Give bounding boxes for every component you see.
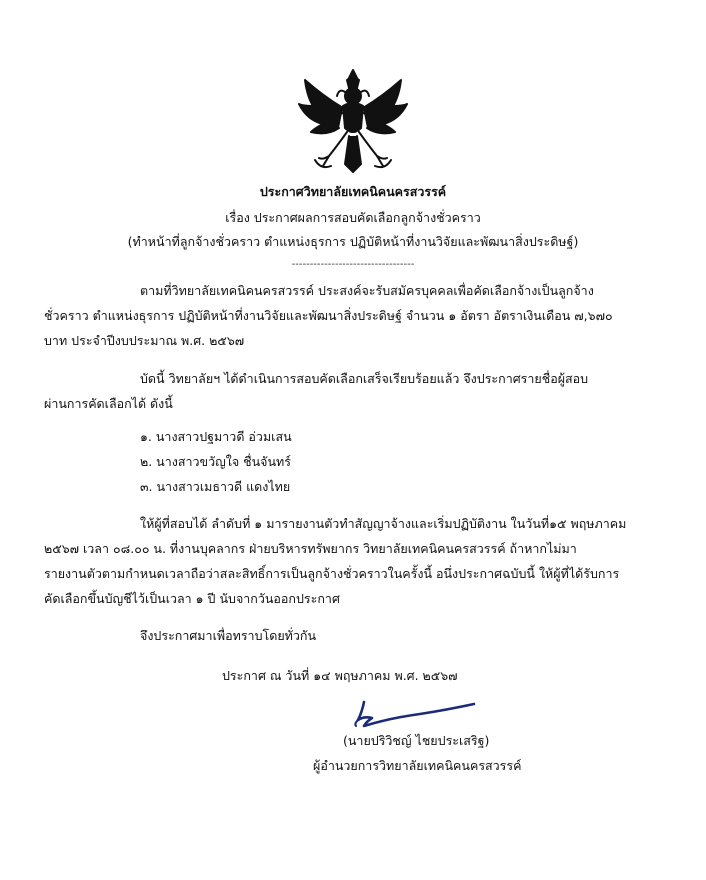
candidate-list-item: ๓. นางสาวเมธาวดี แดงไทย [140, 479, 291, 494]
paragraph-3-line-1: ให้ผู้ที่สอบได้ ลำดับที่ ๑ มารายงานตัวทำสัญญาจ้างและเริ่มปฏิบัติงาน ในวันที่๑๕ พฤษภาคม [140, 516, 627, 531]
paragraph-1-line-3: บาท ประจำปีงบประมาณ พ.ศ. ๒๕๖๗ [44, 333, 245, 348]
paragraph-2-line-2: ผ่านการคัดเลือกได้ ดังนี้ [44, 396, 173, 411]
candidate-list-item: ๒. นางสาวขวัญใจ ชื่นจันทร์ [140, 454, 291, 469]
signer-name: (นายปริวิชญ์ ไชยประเสริฐ) [343, 733, 490, 748]
announcement-date: ประกาศ ณ วันที่ ๑๔ พฤษภาคม พ.ศ. ๒๕๖๗ [222, 668, 458, 683]
announcement-title: ประกาศวิทยาลัยเทคนิคนครสวรรค์ [259, 184, 447, 199]
announcement-subject: เรื่อง ประกาศผลการสอบคัดเลือกลูกจ้างชั่วคราว [225, 210, 481, 225]
paragraph-3-line-4: คัดเลือกขึ้นบัญชีไว้เป็นเวลา ๑ ปี นับจากวันออกประกาศ [44, 591, 340, 606]
closing-statement: จึงประกาศมาเพื่อทราบโดยทั่วกัน [140, 628, 317, 643]
handwritten-signature-icon [350, 696, 480, 732]
candidate-list-item: ๑. นางสาวปฐมาวดี อ่วมเสน [140, 429, 292, 444]
announcement-subtitle: (ทำหน้าที่ลูกจ้างชั่วคราว ตำแหน่งธุรการ ปฏิบัติหน้าที่งานวิจัยและพัฒนาสิ่งประดิษฐ์) [127, 234, 579, 249]
paragraph-1-line-1: ตามที่วิทยาลัยเทคนิคนครสวรรค์ ประสงค์จะรับสมัครบุคคลเพื่อคัดเลือกจ้างเป็นลูกจ้าง [140, 283, 594, 298]
paragraph-1-line-2: ชั่วคราว ตำแหน่งธุรการ ปฏิบัติหน้าที่งานวิจัยและพัฒนาสิ่งประดิษฐ์ จำนวน ๑ อัตรา อัตราเงินเดือน ๗,๖๗๐ [44, 308, 613, 323]
garuda-emblem-icon [293, 66, 413, 176]
paragraph-2-line-1: บัดนี้ วิทยาลัยฯ ได้ดำเนินการสอบคัดเลือกเสร็จเรียบร้อยแล้ว จึงประกาศรายชื่อผู้สอบ [140, 371, 589, 386]
header-divider: ---------------------------------- [291, 259, 415, 270]
paragraph-3-line-3: รายงานตัวตามกำหนดเวลาถือว่าสละสิทธิ์การเป็นลูกจ้างชั่วคราวในครั้งนี้ อนึ่งประกาศฉบับนี้ ให้ผู้ที่ได้รับการ [44, 566, 620, 581]
signer-position: ผู้อำนวยการวิทยาลัยเทคนิคนครสวรรค์ [313, 758, 522, 773]
paragraph-3-line-2: ๒๕๖๗ เวลา ๐๘.๐๐ น. ที่งานบุคลากร ฝ่ายบริหารทรัพยากร วิทยาลัยเทคนิคนครสวรรค์ ถ้าหากไม่มา [44, 541, 577, 556]
